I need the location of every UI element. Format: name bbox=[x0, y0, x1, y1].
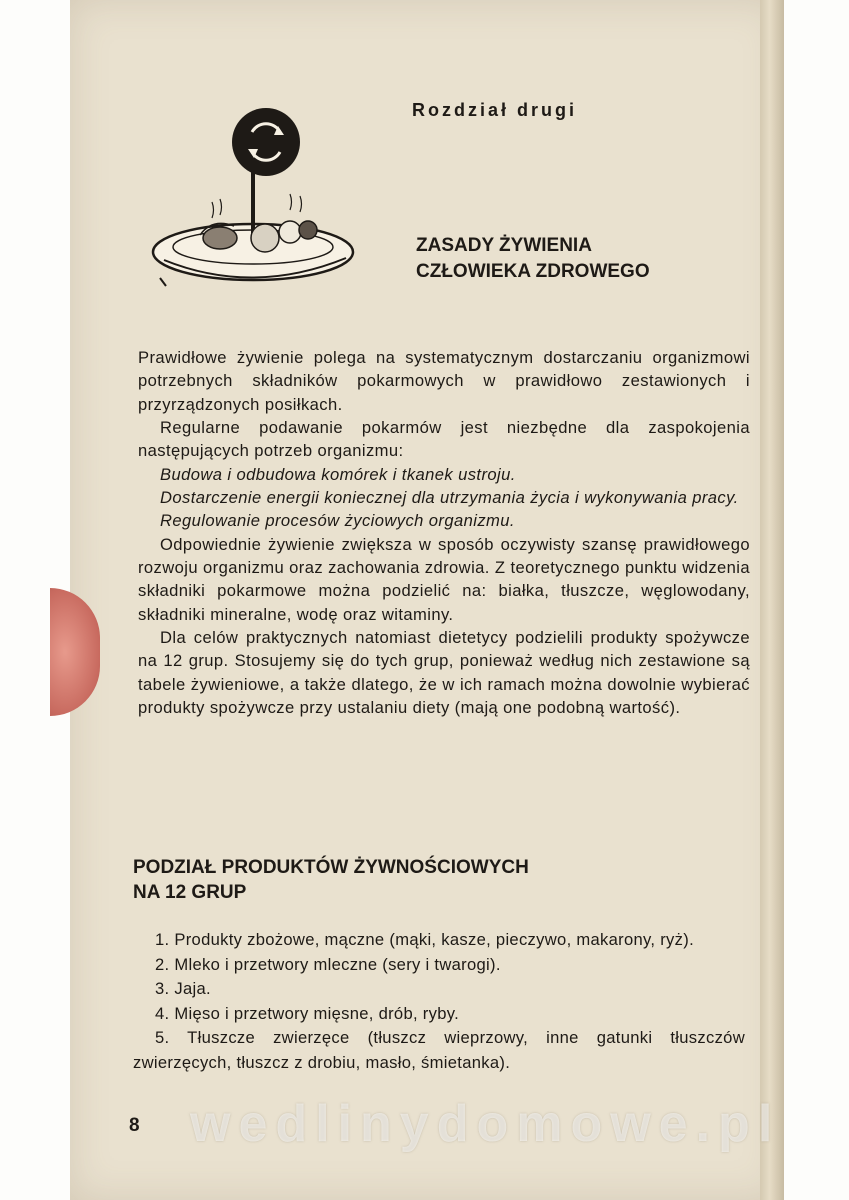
list-item: 4. Mięso i przetwory mięsne, drób, ryby. bbox=[155, 1003, 460, 1023]
italic-paragraph: Regulowanie procesów życiowych organizmu. bbox=[160, 511, 515, 531]
paragraph: Dla celów praktycznych natomiast dietetycy podzielili produkty spożywcze na 12 grup. Stosujemy się do tych grup, ponieważ według nich zestawione są tabele żywieniowe, a także dlatego, że w ich ramach można dowolnie wybierać produkty spożywcze przy ustalaniu diety (mają one podobną wartość). bbox=[138, 628, 750, 718]
chapter-title-line-1: ZASADY ŻYWIENIA bbox=[416, 235, 592, 256]
section-heading bbox=[133, 855, 529, 905]
list-item: 2. Mleko i przetwory mleczne (sery i twarogi). bbox=[155, 954, 501, 974]
list-item: 1. Produkty zbożowe, mączne (mąki, kasze, pieczywo, makarony, ryż). bbox=[155, 930, 694, 949]
italic-paragraph: Budowa i odbudowa komórek i tkanek ustroju. bbox=[160, 464, 516, 484]
list-item: 3. Jaja. bbox=[155, 979, 211, 999]
product-groups-list bbox=[133, 928, 745, 1076]
paragraph: Prawidłowe żywienie polega na systematycznym dostarczaniu organizmowi potrzebnych składników pokarmowych w prawidłowo zestawionych i przyrządzonych posiłkach. bbox=[138, 348, 750, 414]
list-item: 5. Tłuszcze zwierzęce (tłuszcz wieprzowy, inne gatunki tłuszczów zwierzęcych, tłuszcz z drobiu, masło, śmietanka). bbox=[133, 1028, 745, 1072]
section-heading-line-2: NA 12 GRUP bbox=[133, 882, 247, 903]
chapter-title bbox=[416, 233, 650, 285]
section-heading-line-1: PODZIAŁ PRODUKTÓW ŻYWNOŚCIOWYCH bbox=[133, 857, 529, 878]
body-text bbox=[138, 346, 750, 720]
chapter-heading: Rozdział drugi bbox=[412, 100, 577, 120]
paragraph: Regularne podawanie pokarmów jest niezbędne dla zaspokojenia następujących potrzeb organizmu: bbox=[138, 418, 750, 461]
italic-paragraph: Dostarczenie energii koniecznej dla utrzymania życia i wykonywania pracy. bbox=[160, 488, 739, 508]
watermark: wedlinydomowe.pl bbox=[190, 1095, 781, 1153]
paragraph: Odpowiednie żywienie zwiększa w sposób oczywisty szansę prawidłowego rozwoju organizmu oraz zachowania zdrowia. Z teoretycznego punktu widzenia składniki pokarmowe można podzielić na: białka, tłuszcze, węglowodany, składniki mineralne, wodę oraz witaminy. bbox=[138, 534, 750, 624]
page-edge bbox=[760, 0, 784, 1200]
plate-with-sign-illustration bbox=[150, 100, 360, 300]
page-number: 8 bbox=[129, 1115, 140, 1136]
chapter-title-line-2: CZŁOWIEKA ZDROWEGO bbox=[416, 261, 650, 282]
